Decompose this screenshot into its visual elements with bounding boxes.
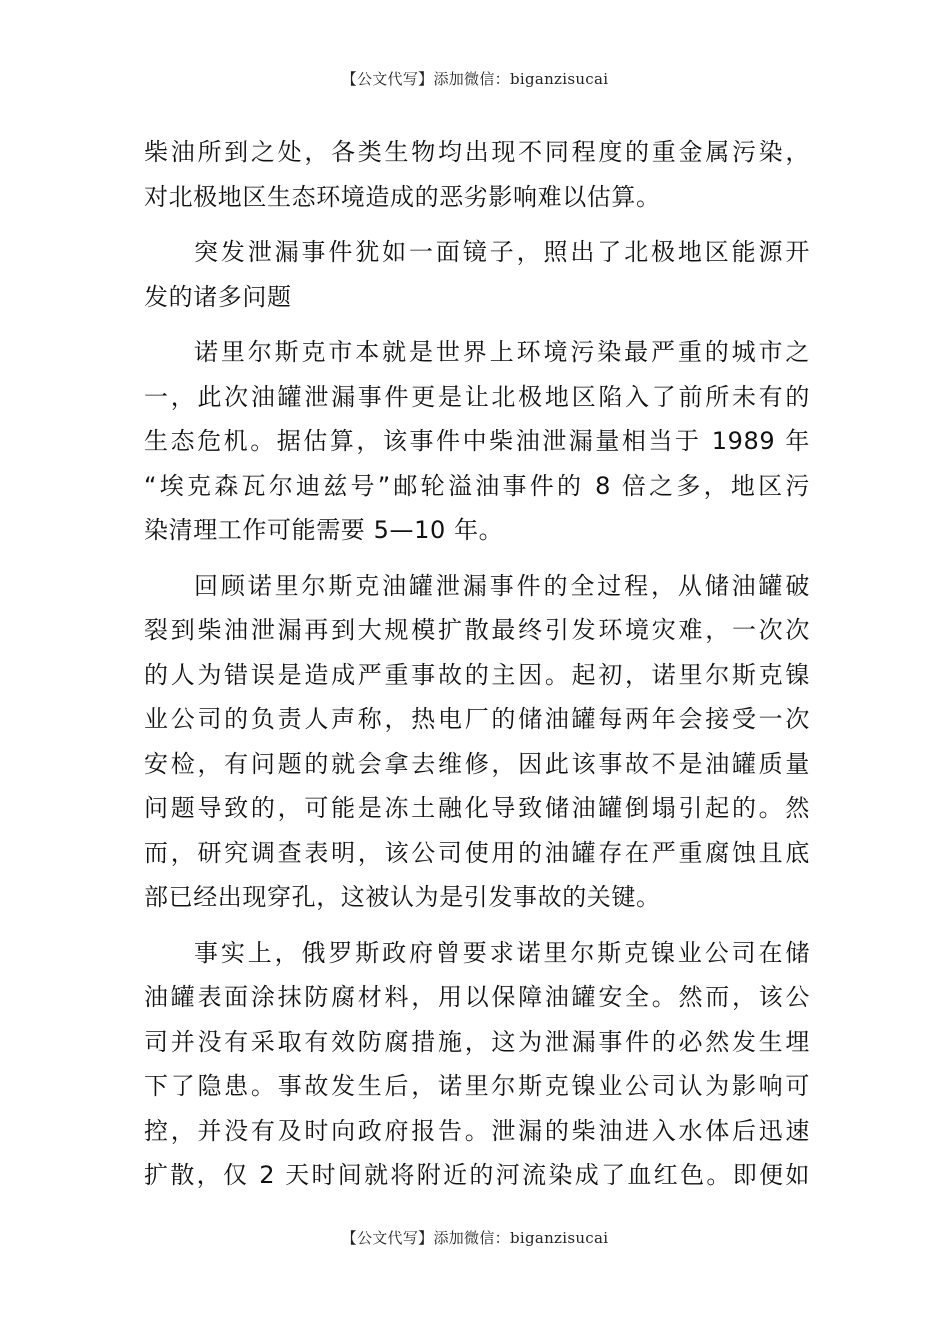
document-body	[144, 130, 810, 1209]
text-line: 裂到柴油泄漏再到大规模扩散最终引发环境灾难，一次次	[144, 616, 810, 644]
paragraph-1	[144, 130, 810, 219]
paragraph-2	[144, 230, 810, 319]
text-line: “埃克森瓦尔迪兹号”邮轮溢油事件的 8 倍之多，地区污	[144, 471, 810, 500]
paragraph-4	[144, 564, 810, 920]
text-line: 问题导致的，可能是冻土融化导致储油罐倒塌引起的。然	[144, 794, 810, 822]
text-line: 突发泄漏事件犹如一面镜子，照出了北极地区能源开	[194, 238, 810, 266]
text-line: 生态危机。据估算，该事件中柴油泄漏量相当于 1989 年	[144, 427, 810, 455]
text-line: 部已经出现穿孔，这被认为是引发事故的关键。	[144, 883, 661, 911]
text-line: 扩散，仅 2 天时间就将附近的河流染成了血红色。即便如	[144, 1161, 810, 1189]
text-line: 的人为错误是造成严重事故的主因。起初，诺里尔斯克镍	[144, 660, 810, 689]
text-line: 事实上，俄罗斯政府曾要求诺里尔斯克镍业公司在储	[194, 938, 810, 967]
paragraph-5	[144, 931, 810, 1198]
paragraph-3	[144, 330, 810, 553]
text-line: 诺里尔斯克市本就是世界上环境污染最严重的城市之	[194, 338, 810, 366]
text-line: 染清理工作可能需要 5—10 年。	[144, 516, 504, 544]
text-line: 油罐表面涂抹防腐材料，用以保障油罐安全。然而，该公	[144, 983, 810, 1011]
text-line: 柴油所到之处，各类生物均出现不同程度的重金属污染，	[144, 138, 810, 166]
page-footer: 【公文代写】添加微信：biganzisucai	[341, 1229, 609, 1247]
text-line: 对北极地区生态环境造成的恶劣影响难以估算。	[144, 182, 661, 211]
text-line: 下了隐患。事故发生后，诺里尔斯克镍业公司认为影响可	[144, 1072, 810, 1100]
text-line: 司并没有采取有效防腐措施，这为泄漏事件的必然发生埋	[144, 1027, 810, 1056]
text-line: 而，研究调查表明，该公司使用的油罐存在严重腐蚀且底	[144, 838, 810, 867]
text-line: 控，并没有及时向政府报告。泄漏的柴油进入水体后迅速	[144, 1116, 810, 1145]
text-line: 回顾诺里尔斯克油罐泄漏事件的全过程，从储油罐破	[194, 571, 810, 600]
page-header: 【公文代写】添加微信：biganzisucai	[341, 70, 609, 88]
text-line: 一，此次油罐泄漏事件更是让北极地区陷入了前所未有的	[144, 382, 810, 411]
text-line: 安检，有问题的就会拿去维修，因此该事故不是油罐质量	[144, 749, 810, 778]
text-line: 业公司的负责人声称，热电厂的储油罐每两年会接受一次	[144, 705, 810, 733]
text-line: 发的诸多问题	[144, 282, 292, 311]
